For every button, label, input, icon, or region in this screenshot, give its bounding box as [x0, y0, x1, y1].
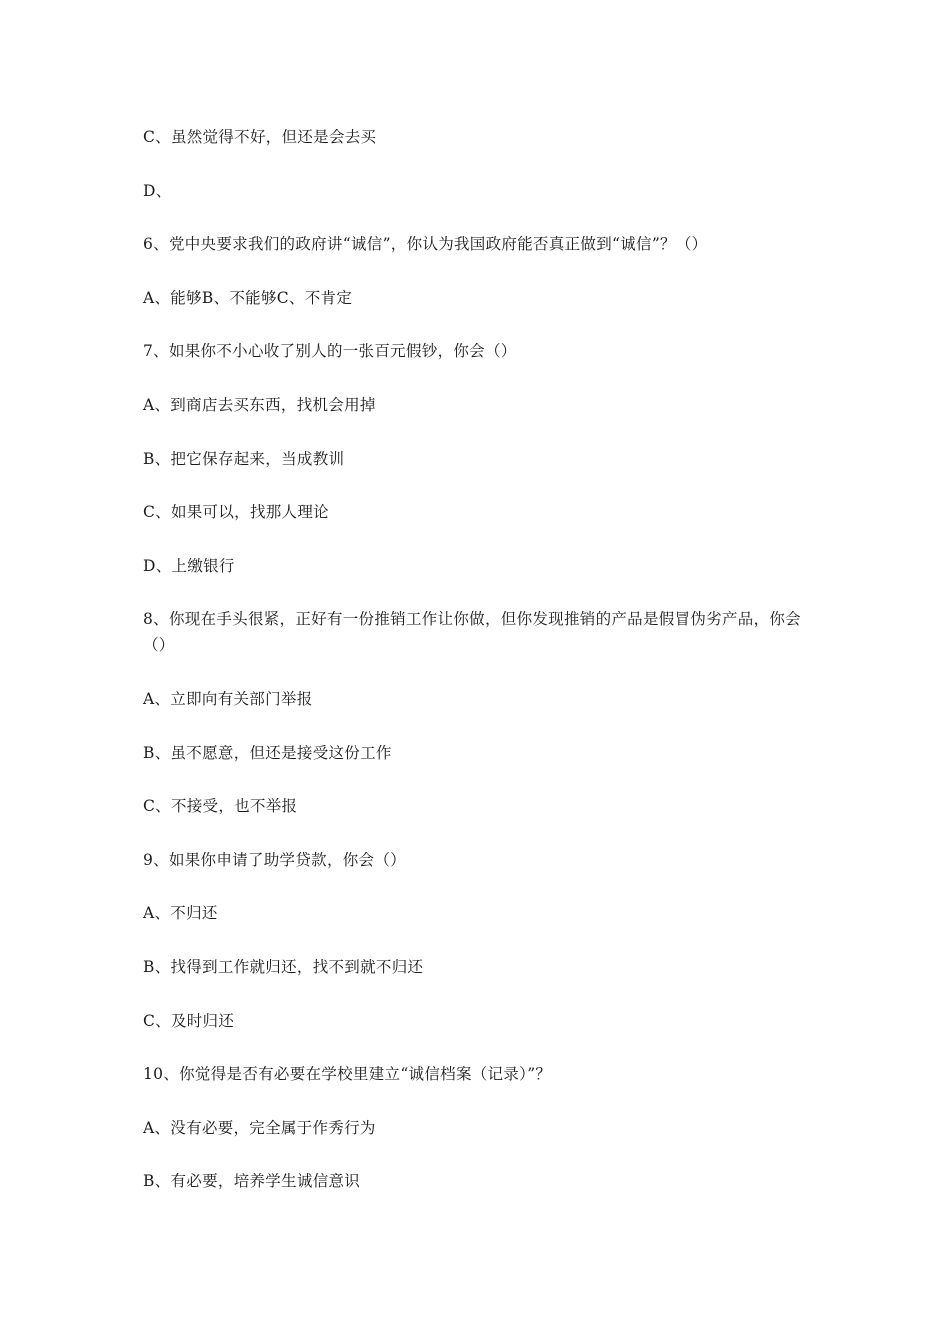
option-8c: C、不接受，也不举报 — [143, 797, 298, 816]
options-6: A、能够B、不能够C、不肯定 — [143, 288, 353, 307]
option-9c: C、及时归还 — [143, 1011, 235, 1030]
question-10: 10、你觉得是否有必要在学校里建立“诚信档案（记录）”？ — [143, 1065, 552, 1084]
option-10b: B、有必要，培养学生诚信意识 — [143, 1172, 361, 1191]
question-6: 6、党中央要求我们的政府讲“诚信”，你认为我国政府能否真正做到“诚信”？（） — [143, 235, 708, 254]
option-7b: B、把它保存起来，当成教训 — [143, 449, 345, 468]
option-7d: D、上缴银行 — [143, 556, 235, 575]
option-7c: C、如果可以，找那人理论 — [143, 503, 329, 522]
question-7: 7、如果你不小心收了别人的一张百元假钞，你会（） — [143, 342, 517, 361]
option-9b: B、找得到工作就归还，找不到就不归还 — [143, 957, 424, 976]
option-8a: A、立即向有关部门举报 — [143, 689, 313, 708]
option-5c: C、虽然觉得不好，但还是会去买 — [143, 128, 377, 146]
option-8b: B、虽不愿意，但还是接受这份工作 — [143, 743, 392, 762]
option-5d: D、 — [143, 181, 172, 200]
question-8: 8、你现在手头很紧，正好有一份推销工作让你做，但你发现推销的产品是假冒伪劣产品，你会（） — [143, 610, 801, 655]
option-9a: A、不归还 — [143, 904, 218, 923]
option-7a: A、到商店去买东西，找机会用掉 — [143, 395, 376, 414]
question-9: 9、如果你申请了助学贷款，你会（） — [143, 850, 406, 869]
document-body — [143, 124, 813, 1222]
option-10a: A、没有必要，完全属于作秀行为 — [143, 1118, 376, 1137]
